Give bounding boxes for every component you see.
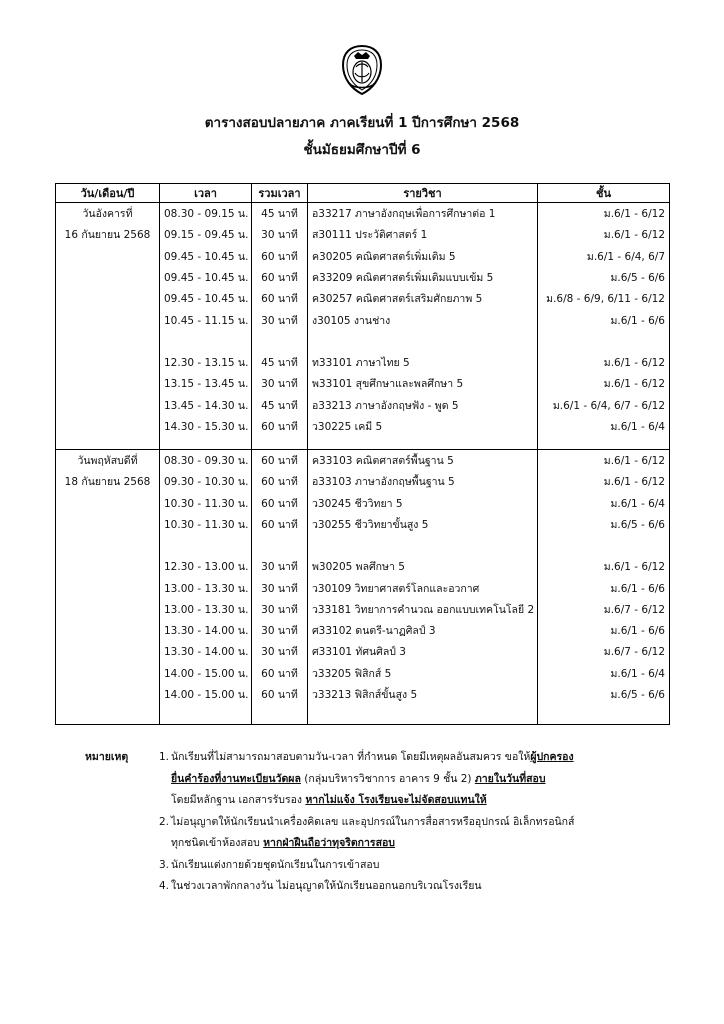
exam-classes: ม.6/1 - 6/12 [538,373,670,394]
table-row [56,224,670,245]
exam-duration: 60 นาที [252,471,308,492]
notes-label: หมายเหตุ [85,751,129,763]
exam-duration: 60 นาที [252,493,308,514]
exam-duration: 60 นาที [252,246,308,267]
exam-duration: 30 นาที [252,641,308,662]
exam-duration: 30 นาที [252,224,308,245]
exam-time: 13.30 - 14.00 น. [160,641,252,662]
note-number: 2. [159,815,170,828]
exam-time: 13.00 - 13.30 น. [160,599,252,620]
exam-classes: ม.6/1 - 6/4 [538,493,670,514]
exam-time: 14.00 - 15.00 น. [160,663,252,684]
note-continuation [159,790,699,812]
page-subtitle: ชั้นมัธยมศึกษาปีที่ 6 [303,142,421,158]
note-number: 4. [159,880,170,892]
exam-duration: 30 นาที [252,620,308,641]
table-row [56,352,670,373]
exam-duration: 30 นาที [252,577,308,598]
table-row [56,373,670,394]
table-row [56,599,670,620]
exam-subject: ส30111 ประวัติศาสตร์ 1 [308,224,538,245]
exam-classes: ม.6/1 - 6/6 [538,577,670,598]
day-label: วันอังคารที่ [56,203,160,225]
exam-subject: อ33213 ภาษาอังกฤษฟัง - พูด 5 [308,394,538,415]
note-text: (กลุ่มบริหารวิชาการ อาคาร 9 ชั้น 2) [300,772,475,785]
exam-subject: ศ33102 ดนตรี-นาฏศิลป์ 3 [308,620,538,641]
note-continuation [159,769,699,791]
exam-time: 13.45 - 14.30 น. [160,394,252,415]
note-continuation [159,833,699,855]
notes-list [159,747,699,898]
exam-duration: 30 นาที [252,556,308,577]
exam-time: 08.30 - 09.15 น. [160,203,252,225]
note-number: 3. [159,858,170,871]
column-header-duration: รวมเวลา [252,184,308,203]
exam-classes: ม.6/5 - 6/6 [538,267,670,288]
note-text: ทุกชนิดเข้าห้องสอบ [171,837,264,849]
note-emphasis: ยื่นคำร้องที่งานทะเบียนวัดผล [171,772,301,785]
exam-subject: ศ33101 ทัศนศิลป์ 3 [308,641,538,662]
date-label: 16 กันยายน 2568 [56,224,160,245]
exam-subject: ท33101 ภาษาไทย 5 [308,352,538,373]
exam-classes: ม.6/1 - 6/12 [538,556,670,577]
column-header-time: เวลา [160,184,252,203]
exam-duration: 60 นาที [252,684,308,705]
exam-time: 09.45 - 10.45 น. [160,267,252,288]
exam-classes: ม.6/1 - 6/4, 6/7 - 6/12 [538,394,670,415]
exam-classes: ม.6/5 - 6/6 [538,514,670,535]
lunch-gap-row [56,535,670,556]
table-row [56,267,670,288]
exam-duration: 45 นาที [252,352,308,373]
exam-time: 10.45 - 11.15 น. [160,309,252,330]
column-header-subject: รายวิชา [308,184,538,203]
table-row [56,394,670,415]
table-row [56,203,670,225]
note-item [159,747,699,812]
exam-classes: ม.6/5 - 6/6 [538,684,670,705]
note-item [159,812,699,855]
exam-duration: 60 นาที [252,267,308,288]
column-header-date: วัน/เดือน/ปี [56,184,160,203]
note-text: ในช่วงเวลาพักกลางวัน ไม่อนุญาตให้นักเรียนออกนอกบริเวณโรงเรียน [171,880,482,892]
exam-time: 13.15 - 13.45 น. [160,373,252,394]
exam-duration: 45 นาที [252,394,308,415]
note-number: 1. [159,751,170,763]
column-header-class: ชั้น [538,184,670,203]
exam-classes: ม.6/1 - 6/12 [538,449,670,471]
exam-classes: ม.6/7 - 6/12 [538,641,670,662]
exam-subject: ว33181 วิทยาการคำนวณ ออกแบบเทคโนโลยี 2 [308,599,538,620]
table-row [56,288,670,309]
exam-time: 13.00 - 13.30 น. [160,577,252,598]
table-row [56,663,670,684]
table-row [56,641,670,662]
exam-subject: ค30257 คณิตศาสตร์เสริมศักยภาพ 5 [308,288,538,309]
exam-duration: 60 นาที [252,663,308,684]
exam-duration: 60 นาที [252,416,308,437]
table-row [56,556,670,577]
exam-time: 12.30 - 13.00 น. [160,556,252,577]
table-row [56,493,670,514]
exam-duration: 60 นาที [252,514,308,535]
date-label: 18 กันยายน 2568 [56,471,160,492]
exam-time: 14.00 - 15.00 น. [160,684,252,705]
note-emphasis: ผู้ปกครอง [530,751,574,763]
exam-time: 10.30 - 11.30 น. [160,514,252,535]
exam-classes: ม.6/8 - 6/9, 6/11 - 6/12 [538,288,670,309]
table-row [56,620,670,641]
table-row [56,514,670,535]
exam-classes: ม.6/1 - 6/12 [538,203,670,225]
note-text: โดยมีหลักฐาน เอกสารรับรอง [171,794,306,806]
table-row [56,309,670,330]
exam-classes: ม.6/1 - 6/12 [538,352,670,373]
note-emphasis: ภายในวันที่สอบ [474,772,546,785]
table-row [56,471,670,492]
table-header-row [56,184,670,203]
exam-duration: 45 นาที [252,203,308,225]
exam-time: 09.15 - 09.45 น. [160,224,252,245]
exam-classes: ม.6/1 - 6/4, 6/7 [538,246,670,267]
note-text: นักเรียนที่ไม่สามารถมาสอบตามวัน-เวลา ที่กำหนด โดยมีเหตุผลอันสมควร ขอให้ [171,751,531,763]
exam-subject: ค33209 คณิตศาสตร์เพิ่มเติมแบบเข้ม 5 [308,267,538,288]
exam-time: 09.45 - 10.45 น. [160,288,252,309]
exam-subject: พ33101 สุขศึกษาและพลศึกษา 5 [308,373,538,394]
table-row [56,416,670,437]
table-row [56,577,670,598]
exam-classes: ม.6/1 - 6/4 [538,416,670,437]
page-title: ตารางสอบปลายภาค ภาคเรียนที่ 1 ปีการศึกษา 2568 [204,115,520,131]
exam-subject: ว30109 วิทยาศาสตร์โลกและอวกาศ [308,577,538,598]
lunch-gap-row [56,331,670,352]
exam-duration: 30 นาที [252,373,308,394]
exam-subject: ค30205 คณิตศาสตร์เพิ่มเติม 5 [308,246,538,267]
exam-classes: ม.6/1 - 6/12 [538,224,670,245]
exam-subject: ว30225 เคมี 5 [308,416,538,437]
exam-time: 13.30 - 14.00 น. [160,620,252,641]
table-row [56,684,670,705]
exam-classes: ม.6/1 - 6/12 [538,471,670,492]
table-row [56,449,670,471]
exam-time: 08.30 - 09.30 น. [160,449,252,471]
exam-time: 14.30 - 15.30 น. [160,416,252,437]
note-text: ไม่อนุญาตให้นักเรียนนำเครื่องคิดเลข และอุปกรณ์ในการสื่อสารหรืออุปกรณ์ อิเล็กทรอนิกส์ [171,815,575,828]
table-row [56,246,670,267]
exam-subject: อ33103 ภาษาอังกฤษพื้นฐาน 5 [308,471,538,492]
note-item [159,876,699,898]
exam-duration: 60 นาที [252,288,308,309]
note-text: นักเรียนแต่งกายด้วยชุดนักเรียนในการเข้าสอบ [171,858,380,871]
exam-subject: พ30205 พลศึกษา 5 [308,556,538,577]
exam-duration: 60 นาที [252,449,308,471]
note-emphasis: หากฝ่าฝืนถือว่าทุจริตการสอบ [263,837,395,849]
day-end-row [56,437,670,450]
exam-subject: ง30105 งานช่าง [308,309,538,330]
exam-classes: ม.6/1 - 6/6 [538,620,670,641]
exam-duration: 30 นาที [252,309,308,330]
note-item [159,855,699,877]
exam-time: 09.45 - 10.45 น. [160,246,252,267]
exam-time: 10.30 - 11.30 น. [160,493,252,514]
exam-classes: ม.6/7 - 6/12 [538,599,670,620]
exam-subject: ว30255 ชีววิทยาขั้นสูง 5 [308,514,538,535]
note-emphasis: หากไม่แจ้ง โรงเรียนจะไม่จัดสอบแทนให้ [305,794,487,806]
exam-time: 12.30 - 13.15 น. [160,352,252,373]
exam-subject: อ33217 ภาษาอังกฤษเพื่อการศึกษาต่อ 1 [308,203,538,225]
exam-schedule-table [55,183,670,725]
exam-time: 09.30 - 10.30 น. [160,471,252,492]
exam-subject: ว33213 ฟิสิกส์ขั้นสูง 5 [308,684,538,705]
day-label: วันพฤหัสบดีที่ [56,449,160,471]
exam-subject: ค33103 คณิตศาสตร์พื้นฐาน 5 [308,449,538,471]
exam-classes: ม.6/1 - 6/6 [538,309,670,330]
exam-classes: ม.6/1 - 6/4 [538,663,670,684]
school-seal-logo [340,45,384,95]
day-end-row [56,705,670,725]
exam-subject: ว30245 ชีววิทยา 5 [308,493,538,514]
exam-duration: 30 นาที [252,599,308,620]
exam-subject: ว33205 ฟิสิกส์ 5 [308,663,538,684]
